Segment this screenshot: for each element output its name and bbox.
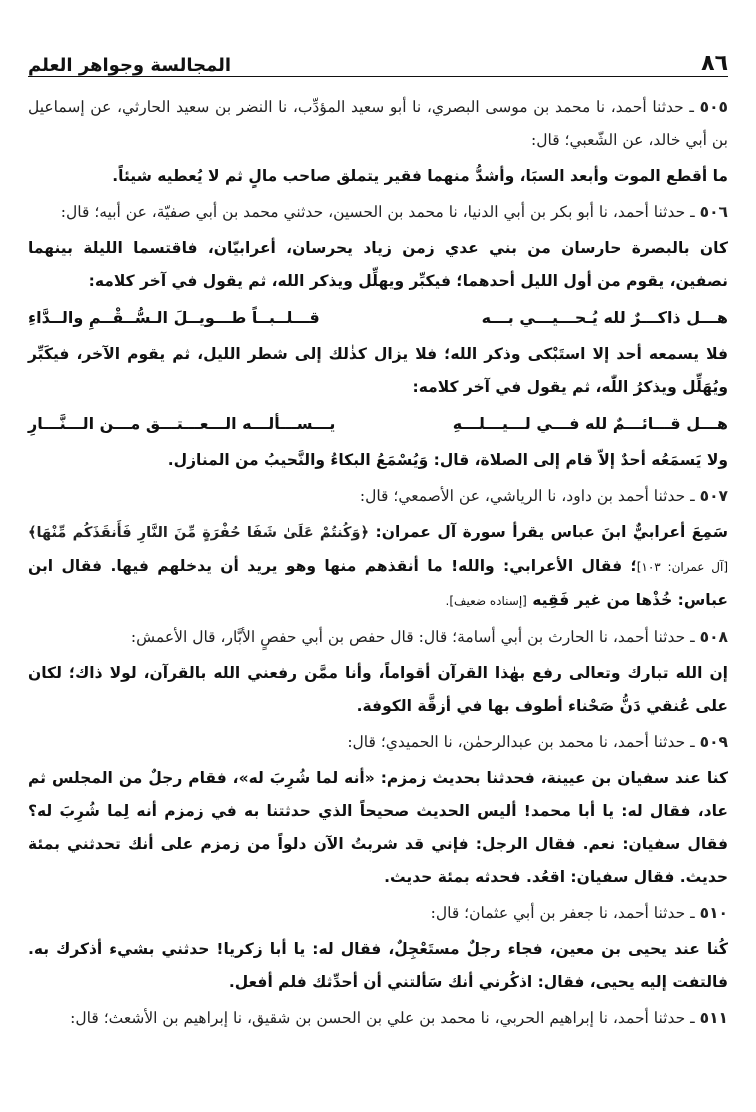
verse-second-hemistich: قـــلــبــاً طـــويــلَ الـسُّــقْــمِ والــدَّاءِ <box>28 308 320 327</box>
entry-506-text-2: فلا يسمعه أحد إلا استَبْكى وذكر الله؛ فلا يزال كذٰلك إلى شطر الليل، ثم يقوم الآخر، فيكَبِّر ويُهَلِّل ويذكرُ اللّٰه، ثم يقول في آخر كلامه: <box>28 345 728 396</box>
page-header <box>28 36 728 77</box>
entry-number: ٥٠٨ <box>699 628 728 646</box>
entry-508-isnad: ٥٠٨ ـ حدثنا أحمد، نا الحارث بن أبي أسامة؛ قال: قال حفص بن أبي حفصٍ الأبَّار، قال الأعمش: <box>130 628 728 646</box>
entry-506-text-3: ولا يَسمَعُه أحدٌ إلاّ قام إلى الصلاة، قال: وَيُسْمَعُ البكاءُ والنَّحيبُ من المنازل. <box>167 451 728 469</box>
grading-note: [إسناده ضعيف]. <box>445 594 527 608</box>
entry-505-isnad: ٥٠٥ ـ حدثنا أحمد، نا محمد بن موسى البصري، نا أبو سعيد المؤدِّب، نا النضر بن سعيد الحارثي، عن إسماعيل بن أبي خالد، عن الشّعبي؛ قال: <box>28 98 728 149</box>
quran-quote: ﴿وَكُنتُمْ عَلَىٰ شَفَا حُفْرَةٍ مِّنَ النَّارِ فَأَنقَذَكُم مِّنْهَا﴾ <box>28 525 369 541</box>
entry-number: ٥١٠ <box>699 904 728 922</box>
verse-second-hemistich: يـــســـألـــه الـــعـــتـــق مـــن الـــنَّـــارِ <box>28 414 336 433</box>
verse-first-hemistich: هـــل ذاكـــرٌ لله يُـحـــيـــي بـــه <box>481 308 728 327</box>
entry-number: ٥٠٦ <box>699 203 728 221</box>
entry-507-text: سَمِعَ أعرابيٌّ ابنَ عباس يقرأ سورة آل عمران: ﴿وَكُنتُمْ عَلَىٰ شَفَا حُفْرَةٍ مِّنَ النَّارِ فَأَنقَذَكُم مِّنْهَا﴾ [آل عمران: ١٠٣]؛ فقال الأعرابي: والله! ما أنقذهم منها وهو يريد أن يدخلهم فيها. فقال ابن عباس: خُذْها من غير فَقِيه [إسناده ضعيف]. <box>28 523 729 609</box>
quran-reference: [آل عمران: ١٠٣] <box>636 560 728 574</box>
entry-number: ٥٠٥ <box>699 98 728 116</box>
entry-506-text: كان بالبصرة حارسان من بني عدي زمن زياد يحرسان، أعرابيّان، فاقتسما الليلة بينهما نصفين، يقوم من أول الليل أحدهما؛ فيكبِّر ويهلِّل ويذكر الله، ثم يقول في آخر كلامه: <box>28 239 728 290</box>
poem-verse-1 <box>28 301 728 335</box>
poem-verse-2 <box>28 407 728 441</box>
running-title: المجالسة وجواهر العلم <box>28 55 232 76</box>
entry-509-isnad: ٥٠٩ ـ حدثنا أحمد، نا محمد بن عبدالرحمٰن، نا الحميدي؛ قال: <box>347 733 728 751</box>
page-body <box>28 77 728 1035</box>
entry-511-isnad: ٥١١ ـ حدثنا أحمد، نا إبراهيم الحربي، نا محمد بن علي بن الحسن بن شقيق، نا إبراهيم بن الأشعث؛ قال: <box>70 1009 728 1027</box>
book-page <box>28 36 728 1098</box>
entry-number: ٥١١ <box>699 1009 728 1027</box>
entry-number: ٥٠٩ <box>699 733 728 751</box>
entry-506-isnad: ٥٠٦ ـ حدثنا أحمد، نا أبو بكر بن أبي الدنيا، نا محمد بن الحسين، حدثني محمد بن أبي صفيّة، عن أبيه؛ قال: <box>60 203 728 221</box>
entry-number: ٥٠٧ <box>699 487 728 505</box>
entry-510-text: كُنا عند يحيى بن معين، فجاء رجلٌ مستَعْجِلٌ، فقال له: يا أبا زكريا! حدثني بشيء أذكرك به. فالتفت إليه يحيى، فقال: اذكُرني أنك سَألتني أن أحدِّثك فلم أفعل. <box>28 940 728 991</box>
entry-505-text: ما أقطع الموت وأبعد السبَا، وأشدُّ منهما فقير يتملق صاحب مالٍ ثم لا يُعطيه شيئاً. <box>112 167 728 185</box>
page-number: ٨٦ <box>701 51 728 76</box>
entry-507-isnad: ٥٠٧ ـ حدثنا أحمد بن داود، نا الرياشي، عن الأصمعي؛ قال: <box>359 487 728 505</box>
verse-first-hemistich: هـــل قـــائـــمٌ لله فـــي لـــيـــلـــهِ <box>452 414 728 433</box>
entry-508-text: إن الله تبارك وتعالى رفع بهٰذا القرآن أقواماً، وأنا ممَّن رفعني الله بالقرآن، لولا ذاك؛ لكان على عُنقي دَنُّ صَحْناء أطوف بها في أزقَّة الكوفة. <box>28 664 728 715</box>
entry-509-text: كنا عند سفيان بن عيينة، فحدثنا بحديث زمزم: «أنه لما شُرِبَ له»، فقام رجلٌ من المجلس ثم عاد، فقال له: يا أبا محمد! أليس الحديث صحيحاً الذي حدثتنا به في زمزم أنه لِما شُرِبَ له؟ فقال سفيان: نعم. فقال الرجل: فإني قد شربتُ الآن دلواً من زمزم على أنك تحدثني بمئة حديث. فقال سفيان: اقعُد. فحدثه بمئة حديث. <box>28 769 728 886</box>
entry-510-isnad: ٥١٠ ـ حدثنا أحمد، نا جعفر بن أبي عثمان؛ قال: <box>430 904 728 922</box>
